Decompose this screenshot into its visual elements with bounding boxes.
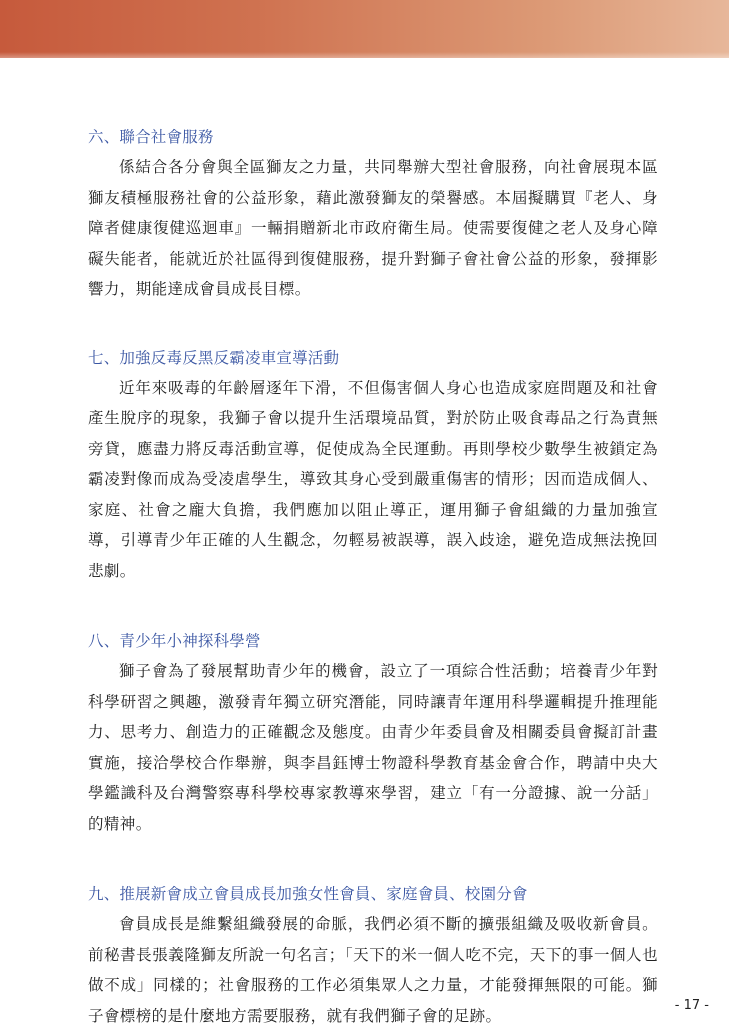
section-paragraph: 會員成長是維繫組織發展的命脈，我們必須不斷的擴張組織及吸收新會員。前秘書長張義隆獅友所說一句名言；「天下的米一個人吃不完，天下的事一個人也做不成」同樣的；社會服務的工作必須集眾人之力量，才能發揮無限的可能。獅子會標榜的是什麼地方需要服務，就有我們獅子會的足跡。 <box>88 915 658 1025</box>
section-paragraph: 近年來吸毒的年齡層逐年下滑，不但傷害個人身心也造成家庭問題及和社會產生脫序的現象，我獅子會以提升生活環境品質，對於防止吸食毒品之行為責無旁貸，應盡力將反毒活動宣導，促使成為全民運動。再則學校少數學生被鎖定為霸凌對像而成為受凌虐學生，導致其身心受到嚴重傷害的情形；因而造成個人、家庭、社會之龐大負擔，我們應加以阻止導正，運用獅子會組織的力量加強宣導，引導青少年正確的人生觀念，勿輕易被誤導，誤入歧途，避免造成無法挽回悲劇。 <box>88 378 658 580</box>
section-joint-social-service <box>88 124 658 305</box>
section-paragraph: 係結合各分會與全區獅友之力量，共同舉辦大型社會服務，向社會展現本區獅友積極服務社會的公益形象，藉此激發獅友的榮譽感。本屆擬購買『老人、身障者健康復健巡迴車』一輛捐贈新北市政府衛生局。使需要復健之老人及身心障礙失能者，能就近於社區得到復健服務，提升對獅子會社會公益的形象，發揮影響力，期能達成會員成長目標。 <box>88 158 658 298</box>
section-heading: 九、推展新會成立會員成長加強女性會員、家庭會員、校園分會 <box>88 885 528 903</box>
section-youth-science-camp <box>88 628 658 839</box>
section-anti-drug-campaign <box>88 345 658 587</box>
header-band <box>0 0 729 58</box>
section-heading: 八、青少年小神探科學營 <box>88 632 261 650</box>
document-body <box>88 124 658 1031</box>
section-heading: 六、聯合社會服務 <box>88 128 214 146</box>
section-membership-growth <box>88 881 658 1031</box>
page-number: - 17 - <box>674 998 709 1013</box>
section-paragraph: 獅子會為了發展幫助青少年的機會，設立了一項綜合性活動；培養青少年對科學研習之興趣，激發青年獨立研究潛能，同時讓青年運用科學邏輯提升推理能力、思考力、創造力的正確觀念及態度。由青少年委員會及相關委員會擬訂計畫實施，接洽學校合作舉辦，與李昌鈺博士物證科學教育基金會合作，聘請中央大學鑑識科及台灣警察專科學校專家教導來學習，建立「有一分證據、說一分話」的精神。 <box>88 662 658 833</box>
section-heading: 七、加強反毒反黑反霸凌車宣導活動 <box>88 348 340 367</box>
